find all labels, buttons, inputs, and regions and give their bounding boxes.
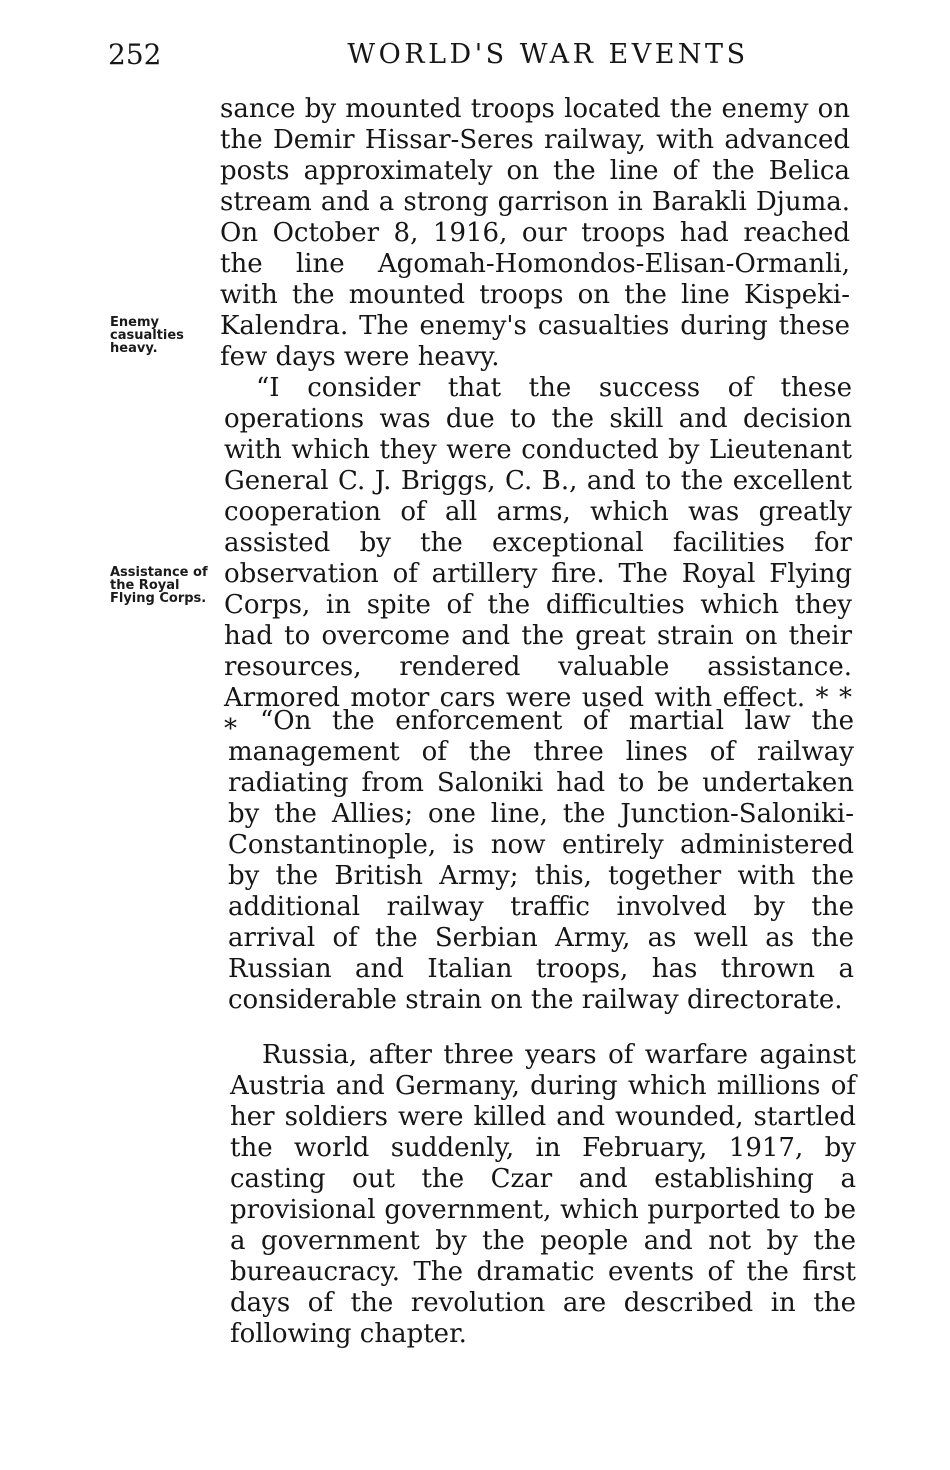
paragraph-martial-law <box>228 706 854 1016</box>
margin-note-enemy-casualties: Enemy casualties heavy. <box>110 315 184 356</box>
paragraph-success-of-operations <box>224 373 852 745</box>
margin-note-royal-flying-corps: Assistance of the Royal Flying Corps. <box>110 565 208 606</box>
page-number: 252 <box>108 38 162 71</box>
paragraph-text: Russia, after three years of warfare against Austria and Germany, during which millions of her soldiers were killed and wounded, startled the world suddenly, in February, 1917, by casting out the Czar and establishing a provisional government, which purported to be a government by the people and not by the bureaucracy. The dramatic events of the first days of the revolution are described in the following chapter. <box>230 1040 856 1349</box>
page-header <box>108 38 868 78</box>
paragraph-russia <box>230 1040 856 1350</box>
paragraph-text: sance by mounted troops located the enemy on the Demir Hissar-Seres railway, with advanced posts approximately on the line of the Belica stream and a strong garrison in Barakli Djuma. On October 8, 1916, our troops had reached the line Agomah-Homondos-Elisan-Ormanli, with the mounted troops on the line Kispeki-Kalendra. The enemy's casualties during these few days were heavy. <box>220 94 850 372</box>
running-title: WORLD'S WAR EVENTS <box>347 39 749 70</box>
paragraph-continuation <box>220 94 850 373</box>
paragraph-text: “I consider that the success of these operations was due to the skill and decision with which they were conducted by Lieutenant General C. J. Briggs, C. B., and to the excellent cooperation of all arms, which was greatly assisted by the exceptional facilities for observation of artillery fire. The Royal Flying Corps, in spite of the difficulties which they had to overcome and the great strain on their resources, rendered valuable assistance. Armored motor cars were used with effect. * * * <box>224 373 852 744</box>
paragraph-text: “On the enforcement of martial law the management of the three lines of railway radiating from Saloniki had to be undertaken by the Allies; one line, the Junction-Saloniki-Constantinople, is now entirely administered by the British Army; this, together with the additional railway traffic involved by the arrival of the Serbian Army, as well as the Russian and Italian troops, has thrown a considerable strain on the railway directorate. <box>228 706 854 1015</box>
